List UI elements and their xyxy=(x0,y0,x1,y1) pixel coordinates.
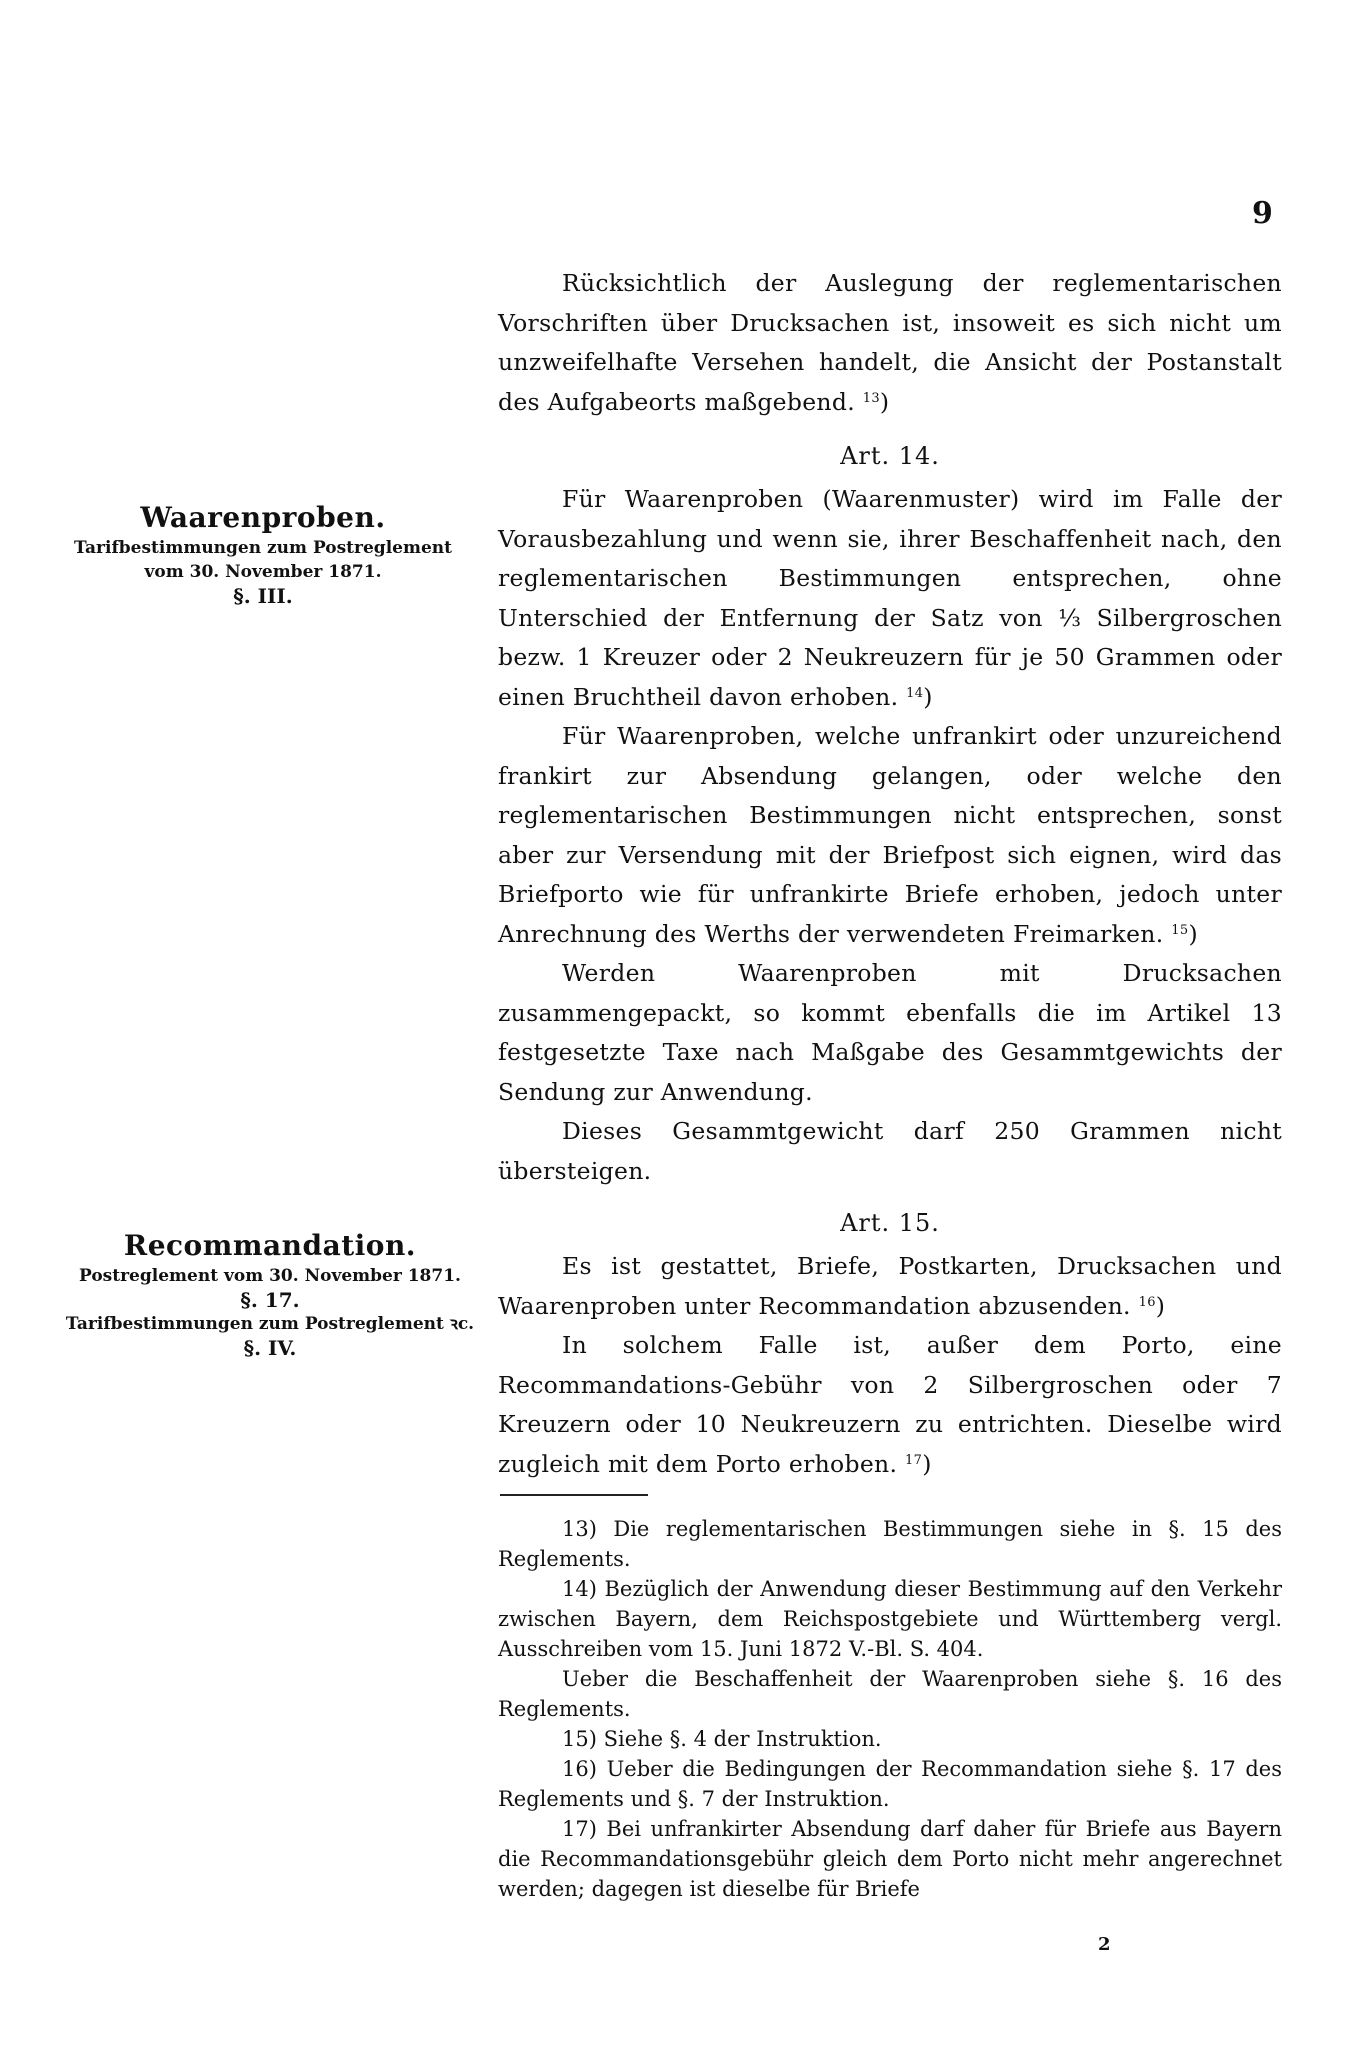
main-text xyxy=(498,264,1282,1484)
margin-note-recommandation xyxy=(44,1228,496,1360)
footnote-ref[interactable]: 16 xyxy=(1138,1294,1156,1310)
intro-paragraph: Rücksichtlich der Auslegung der reglementarischen Vorschriften über Drucksachen ist, insoweit es sich nicht um unzweifelhafte Versehen handelt, die Ansicht der Postanstalt des Aufgabeorts maßgebend. $^{13}$) xyxy=(498,269,1282,416)
footnote-divider xyxy=(500,1494,648,1496)
footnotes xyxy=(498,1514,1282,1904)
margin-note-line: Tarifbestimmungen zum Postreglement ꝛc. xyxy=(65,1314,475,1334)
footnote-17: 17) Bei unfrankirter Absendung darf daher für Briefe aus Bayern die Recommandationsgebühr gleich dem Porto nicht mehr angerechnet werden; dagegen ist dieselbe für Briefe xyxy=(498,1817,1282,1901)
margin-note-line: §. IV. xyxy=(243,1336,297,1360)
margin-note-waarenproben xyxy=(44,500,482,608)
footnote-ref[interactable]: 13 xyxy=(862,390,880,406)
footnote-ref[interactable]: 14 xyxy=(906,685,924,701)
margin-note-title: Recommandation. xyxy=(123,1229,417,1262)
article-heading-15: Art. 15. xyxy=(840,1209,940,1237)
footnote-14: 14) Bezüglich der Anwendung dieser Bestimmung auf den Verkehr zwischen Bayern, dem Reichspostgebiete und Württemberg vergl. Ausschreiben vom 15. Juni 1872 V.-Bl. S. 404. xyxy=(498,1577,1282,1661)
signature-mark: 2 xyxy=(1098,1934,1111,1955)
margin-note-line: Tarifbestimmungen zum Postreglement xyxy=(74,538,452,558)
footnote-ref[interactable]: 15 xyxy=(1171,922,1189,938)
margin-note-line: vom 30. November 1871. xyxy=(144,562,382,582)
article-14-paragraph-2: Für Waarenproben, welche unfrankirt oder unzureichend frankirt zur Absendung gelangen, oder welche den reglementarischen Bestimmungen nicht entsprechen, sonst aber zur Versendung mit der Briefpost sich eignen, wird das Briefporto wie für unfrankirte Briefe erhoben, jedoch unter Anrechnung des Werths der verwendeten Freimarken. $^{15}$) xyxy=(498,722,1282,948)
article-15-paragraph-2: In solchem Falle ist, außer dem Porto, eine Recommandations-Gebühr von 2 Silbergroschen oder 7 Kreuzern oder 10 Neukreuzern zu entrichten. Dieselbe wird zugleich mit dem Porto erhoben. $^{17}$) xyxy=(498,1331,1282,1478)
article-14-paragraph-3: Werden Waarenproben mit Drucksachen zusammengepackt, so kommt ebenfalls die im Artikel 13 festgesetzte Taxe nach Maßgabe des Gesammtgewichts der Sendung zur Anwendung. xyxy=(498,959,1282,1106)
margin-note-title: Waarenproben. xyxy=(140,501,386,534)
page-number: 9 xyxy=(1252,196,1273,231)
margin-note-line: §. 17. xyxy=(240,1288,300,1312)
article-14-paragraph-1: Für Waarenproben (Waarenmuster) wird im Falle der Vorausbezahlung und wenn sie, ihrer Beschaffenheit nach, den reglementarischen Bestimmungen entsprechen, ohne Unterschied der Entfernung der Satz von ⅓ Silbergroschen bezw. 1 Kreuzer oder 2 Neukreuzern für je 50 Grammen oder einen Bruchtheil davon erhoben. $^{14}$) xyxy=(498,485,1282,711)
article-14-paragraph-4: Dieses Gesammtgewicht darf 250 Grammen nicht übersteigen. xyxy=(498,1117,1282,1185)
footnote-14-continuation: Ueber die Beschaffenheit der Waarenproben siehe §. 16 des Reglements. xyxy=(498,1667,1282,1721)
footnote-15: 15) Siehe §. 4 der Instruktion. xyxy=(562,1727,882,1751)
margin-note-line: Postreglement vom 30. November 1871. xyxy=(79,1266,461,1286)
article-heading-14: Art. 14. xyxy=(840,442,940,470)
article-15-paragraph-1: Es ist gestattet, Briefe, Postkarten, Drucksachen und Waarenproben unter Recommandation abzusenden. $^{16}$) xyxy=(498,1252,1282,1320)
footnote-16: 16) Ueber die Bedingungen der Recommandation siehe §. 17 des Reglements und §. 7 der Instruktion. xyxy=(498,1757,1282,1811)
margin-note-line: §. III. xyxy=(233,584,293,608)
footnote-ref[interactable]: 17 xyxy=(905,1452,923,1468)
footnote-13: 13) Die reglementarischen Bestimmungen siehe in §. 15 des Reglements. xyxy=(498,1517,1282,1571)
